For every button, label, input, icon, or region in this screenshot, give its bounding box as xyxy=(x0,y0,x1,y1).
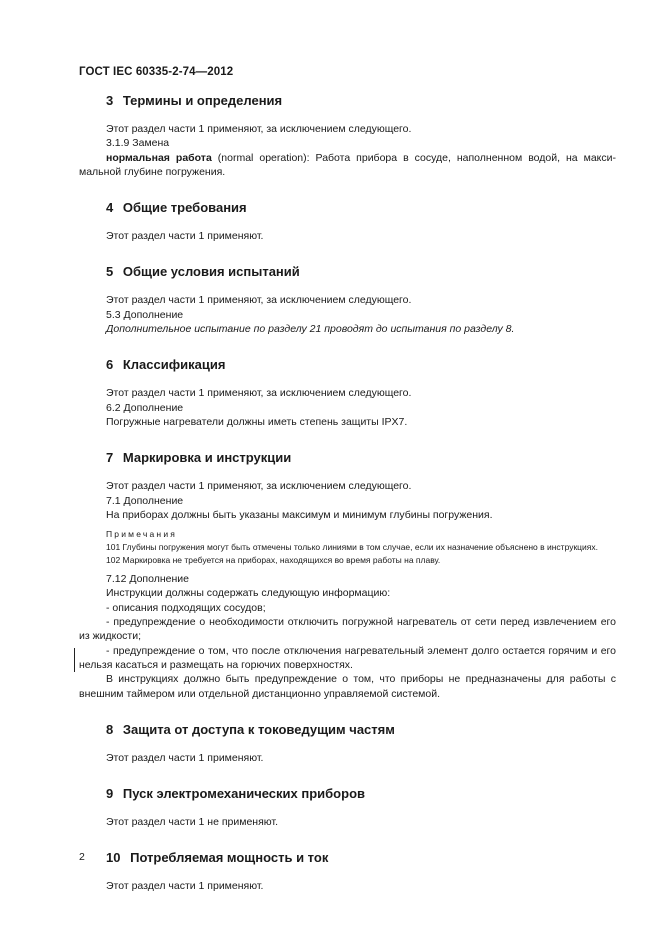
test-specification: Дополнительное испытание по разделу 21 проводят до испытания по разделу 8. xyxy=(106,323,515,336)
paragraph: Этот раздел части 1 применяют. xyxy=(106,751,264,764)
paragraph: Этот раздел части 1 не применяют. xyxy=(106,816,278,829)
paragraph: На приборах должны быть указаны максимум и минимум глубины погружения. xyxy=(106,508,493,521)
note-101: 101 Глубины погружения могут быть отмечены только линиями в том случае, если их назначение объяснено в инструкциях. xyxy=(106,542,598,553)
subclause: 6.2 Дополнение xyxy=(106,401,184,414)
definition-paragraph xyxy=(79,151,616,180)
section-5-title xyxy=(106,264,616,280)
section-9-title xyxy=(106,786,616,802)
note-102: 102 Маркировка не требуется на приборах, находящихся во время работы на плаву. xyxy=(106,554,441,565)
revision-change-bar xyxy=(74,648,75,672)
standard-header: ГОСТ IEC 60335-2-74—2012 xyxy=(79,66,234,78)
page-number: 2 xyxy=(79,851,85,863)
section-number: 10 xyxy=(106,850,121,866)
section-4-title xyxy=(106,200,616,216)
paragraph: Погружные нагреватели должны иметь степень защиты IPX7. xyxy=(106,415,408,428)
section-heading: Классификация xyxy=(122,357,226,373)
subclause: 7.1 Дополнение xyxy=(106,494,184,507)
section-number: 5 xyxy=(106,264,114,280)
paragraph: Инструкции должны содержать следующую информацию: xyxy=(106,587,391,600)
list-item: - предупреждение о том, что после отключения нагревательный элемент долго остается горячим и его нельзя касаться и размещать на горючих поверхностях. xyxy=(79,644,616,671)
section-7-title xyxy=(106,450,616,466)
section-heading: Термины и определения xyxy=(122,93,283,108)
list-item: - описания подходящих сосудов; xyxy=(106,601,266,614)
section-6-title xyxy=(106,357,616,373)
subclause: 3.1.9 Замена xyxy=(106,137,170,150)
subclause: 7.12 Дополнение xyxy=(106,573,189,586)
section-10-title xyxy=(106,850,616,866)
section-heading: Маркировка и инструкции xyxy=(122,450,292,466)
paragraph: Этот раздел части 1 применяют, за исключением следующего. xyxy=(106,480,412,493)
defined-term: нормальная работа xyxy=(106,151,212,164)
section-heading: Общие требования xyxy=(122,200,247,216)
notes-label: Примечания xyxy=(106,529,178,540)
section-heading: Пуск электромеханических приборов xyxy=(122,786,365,802)
section-number: 4 xyxy=(106,200,114,216)
section-number: 6 xyxy=(106,357,114,373)
section-number: 3 xyxy=(106,93,114,108)
list-item: - предупреждение о необходимости отключить погружной нагреватель от сети перед извлечением его из жидкости; xyxy=(79,616,616,643)
paragraph: Этот раздел части 1 применяют. xyxy=(106,880,264,893)
subclause: 5.3 Дополнение xyxy=(106,308,184,321)
section-number: 7 xyxy=(106,450,114,466)
paragraph: Этот раздел части 1 применяют, за исключением следующего. xyxy=(106,123,412,135)
section-8-title xyxy=(106,722,616,738)
section-3-title xyxy=(106,93,616,109)
section-number: 8 xyxy=(106,721,114,737)
paragraph: В инструкциях должно быть предупреждение о том, что приборы не предназначены для работы с внешним таймером или отдельной дистанционно управляемой системой. xyxy=(79,673,616,700)
term-definition: (normal operation): Работа прибора в сосуде, наполненном водой, на макси-мальной глубине погружения. xyxy=(79,151,616,178)
section-number: 9 xyxy=(106,786,114,802)
paragraph: Этот раздел части 1 применяют. xyxy=(106,230,264,243)
section-heading: Потребляемая мощность и ток xyxy=(130,850,329,866)
section-heading: Общие условия испытаний xyxy=(122,264,300,280)
section-heading: Защита от доступа к токоведущим частям xyxy=(122,721,395,737)
paragraph: Этот раздел части 1 применяют, за исключением следующего. xyxy=(106,294,412,307)
document-body xyxy=(79,93,616,894)
paragraph: Этот раздел части 1 применяют, за исключением следующего. xyxy=(106,387,412,400)
